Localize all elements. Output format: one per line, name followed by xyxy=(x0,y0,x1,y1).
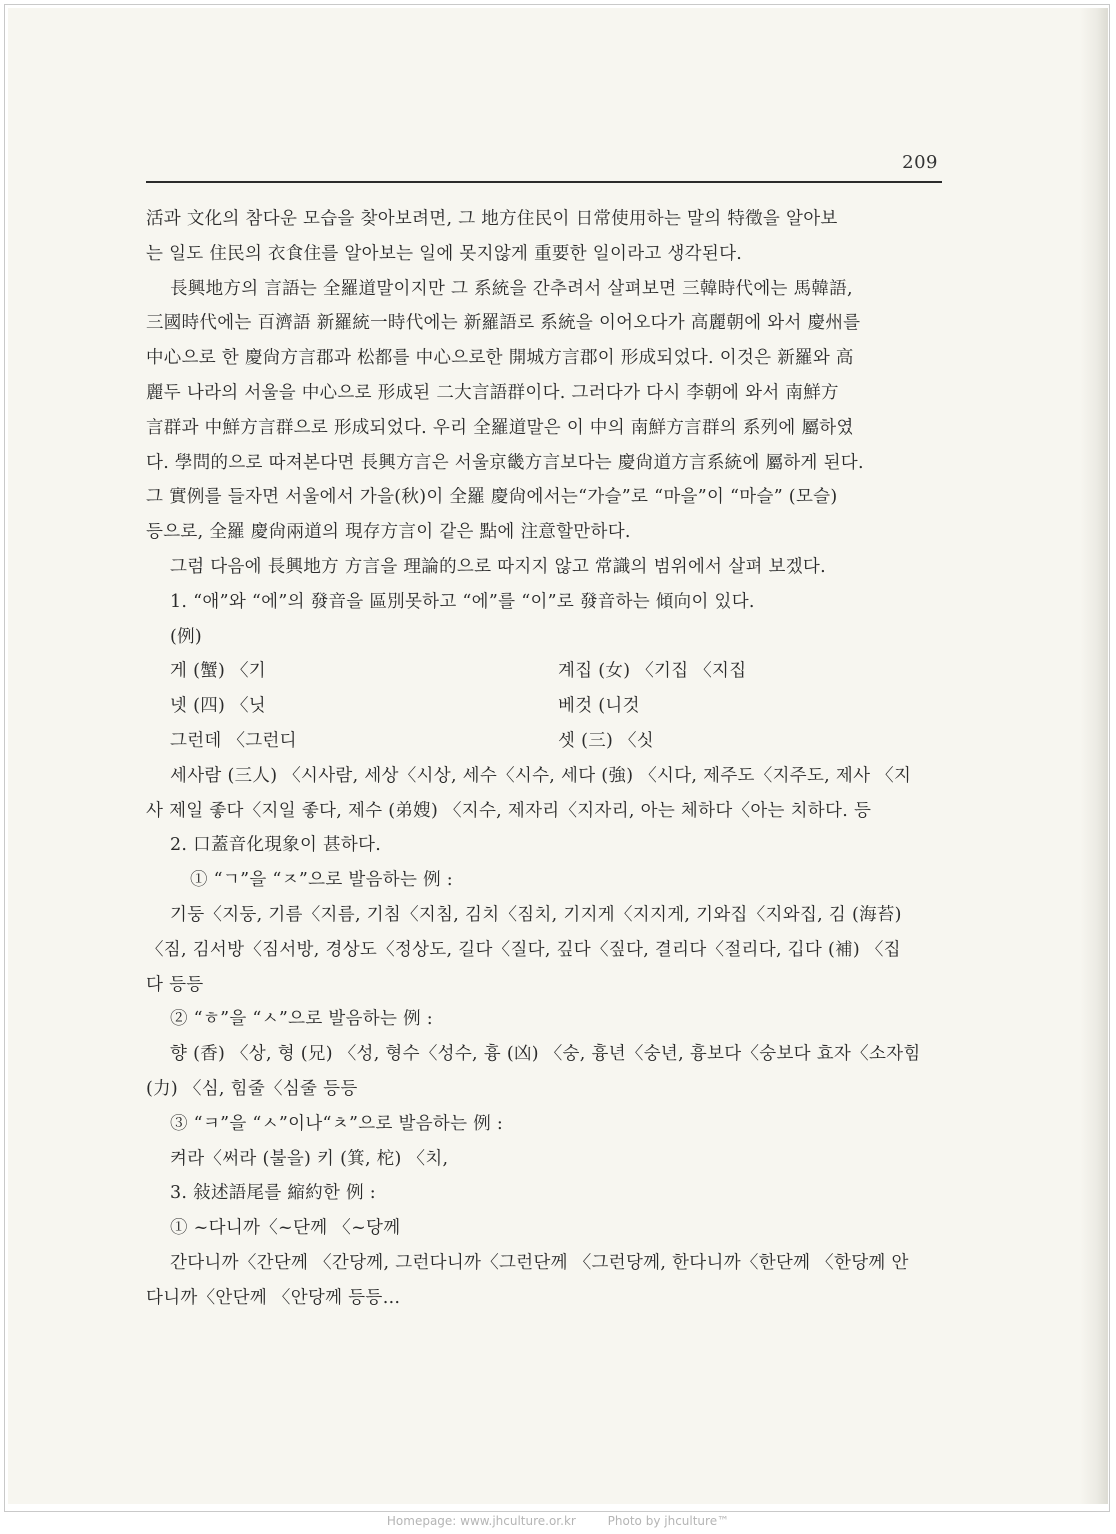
example-right: 계집 (女) 〈기집 〈지집 xyxy=(558,661,747,682)
text-line: 등으로, 全羅 慶尙兩道의 現存方言이 같은 點에 注意할만하다. xyxy=(146,522,631,543)
example-left: 게 (蟹) 〈기 xyxy=(170,661,266,682)
subsection-heading: ② “ㅎ”을 “ㅅ”으로 발음하는 例 : xyxy=(170,1009,433,1030)
text-line: 사 제일 좋다〈지일 좋다, 제수 (弟嫂) 〈지수, 제자리〈지자리, 아는 체하다〈아는 치하다. 등 xyxy=(146,800,872,821)
text-line: 다니까〈안단께 〈안당께 등등… xyxy=(146,1287,401,1308)
text-line: 다 등등 xyxy=(146,974,204,995)
text-line: 言群과 中鮮方言群으로 形成되었다. 우리 全羅道말은 이 中의 南鮮方言群의 系列에 屬하였 xyxy=(146,417,854,438)
example-left: 넷 (四) 〈닛 xyxy=(170,696,266,717)
subsection-heading: ③ “ㅋ”을 “ㅅ”이나“ㅊ”으로 발음하는 例 : xyxy=(170,1113,504,1134)
text-line: 켜라〈써라 (불을) 키 (箕, 柁) 〈치, xyxy=(170,1148,449,1169)
subsection-heading: ① ~다니까〈~단께 〈~당께 xyxy=(170,1218,401,1239)
text-line: 향 (香) 〈상, 형 (兄) 〈성, 형수〈성수, 흉 (凶) 〈숭, 흉년〈숭년, 흉보다〈숭보다 효자〈소자힘 xyxy=(170,1044,921,1065)
text-line: 다. 學問的으로 따져본다면 長興方言은 서울京畿方言보다는 慶尙道方言系統에 屬하게 된다. xyxy=(146,452,864,473)
page-body xyxy=(146,202,946,1316)
example-row xyxy=(146,689,946,724)
example-row xyxy=(146,724,946,759)
homepage-link[interactable]: Homepage: www.jhculture.or.kr xyxy=(386,1514,576,1528)
page-number: 209 xyxy=(902,152,938,173)
header-rule xyxy=(146,181,942,183)
example-right: 셋 (三) 〈싯 xyxy=(558,730,654,751)
example-label: (例) xyxy=(170,626,203,647)
text-line: 그럼 다음에 長興地方 方言을 理論的으로 따지지 않고 常識의 범위에서 살펴 보겠다. xyxy=(170,556,827,577)
example-right: 베것 (니것 xyxy=(558,696,640,717)
section-heading: 3. 敍述語尾를 縮約한 例 : xyxy=(170,1183,376,1204)
text-line: 麗두 나라의 서울을 中心으로 形成된 二大言語群이다. 그러다가 다시 李朝에 와서 南鮮方 xyxy=(146,382,839,403)
text-line: 〈짐, 김서방〈짐서방, 경상도〈정상도, 길다〈질다, 깊다〈짚다, 결리다〈절리다, 깁다 (補) 〈집 xyxy=(146,939,901,960)
text-line: 活과 文化의 참다운 모습을 찾아보려면, 그 地方住民이 日常使用하는 말의 特徵을 알아보 xyxy=(146,209,838,229)
footer-credits xyxy=(0,1514,1116,1534)
example-row xyxy=(146,654,946,689)
page-binding-shadow xyxy=(1080,8,1108,1504)
text-line: 長興地方의 言語는 全羅道말이지만 그 系統을 간추려서 살펴보면 三韓時代에는 馬韓語, xyxy=(170,278,853,299)
text-line: 간다니까〈간단께 〈간당께, 그런다니까〈그런단께 〈그런당께, 한다니까〈한단께 〈한당께 안 xyxy=(170,1252,909,1273)
section-heading: 2. 口蓋音化現象이 甚하다. xyxy=(170,835,382,856)
text-line: 세사람 (三人) 〈시사람, 세상〈시상, 세수〈시수, 세다 (強) 〈시다, 제주도〈지주도, 제사 〈지 xyxy=(170,765,912,786)
example-left: 그런데 〈그런디 xyxy=(170,730,297,751)
photo-credit: Photo by jhculture™ xyxy=(607,1514,730,1528)
text-line: 는 일도 住民의 衣食住를 알아보는 일에 못지않게 重要한 일이라고 생각된다. xyxy=(146,243,743,264)
text-line: 三國時代에는 百濟語 新羅統一時代에는 新羅語로 系統을 이어오다가 高麗朝에 와서 慶州를 xyxy=(146,313,861,334)
section-heading: 1. “애”와 “에”의 發音을 區別못하고 “에”를 “이”로 發音하는 傾向이 있다. xyxy=(170,591,755,612)
text-line: 그 實例를 들자면 서울에서 가을(秋)이 全羅 慶尙에서는“가슬”로 “마을”이 “마슬” (모슬) xyxy=(146,487,838,508)
text-line: (力) 〈심, 힘줄〈심줄 등등 xyxy=(146,1078,358,1099)
text-line: 기둥〈지둥, 기름〈지름, 기침〈지침, 김치〈짐치, 기지게〈지지게, 기와집〈지와집, 김 (海苔) xyxy=(170,904,902,925)
text-line: 中心으로 한 慶尙方言郡과 松都를 中心으로한 開城方言郡이 形成되었다. 이것은 新羅와 高 xyxy=(146,348,854,369)
subsection-heading: ① “ㄱ”을 “ㅈ”으로 발음하는 例 : xyxy=(190,870,453,891)
